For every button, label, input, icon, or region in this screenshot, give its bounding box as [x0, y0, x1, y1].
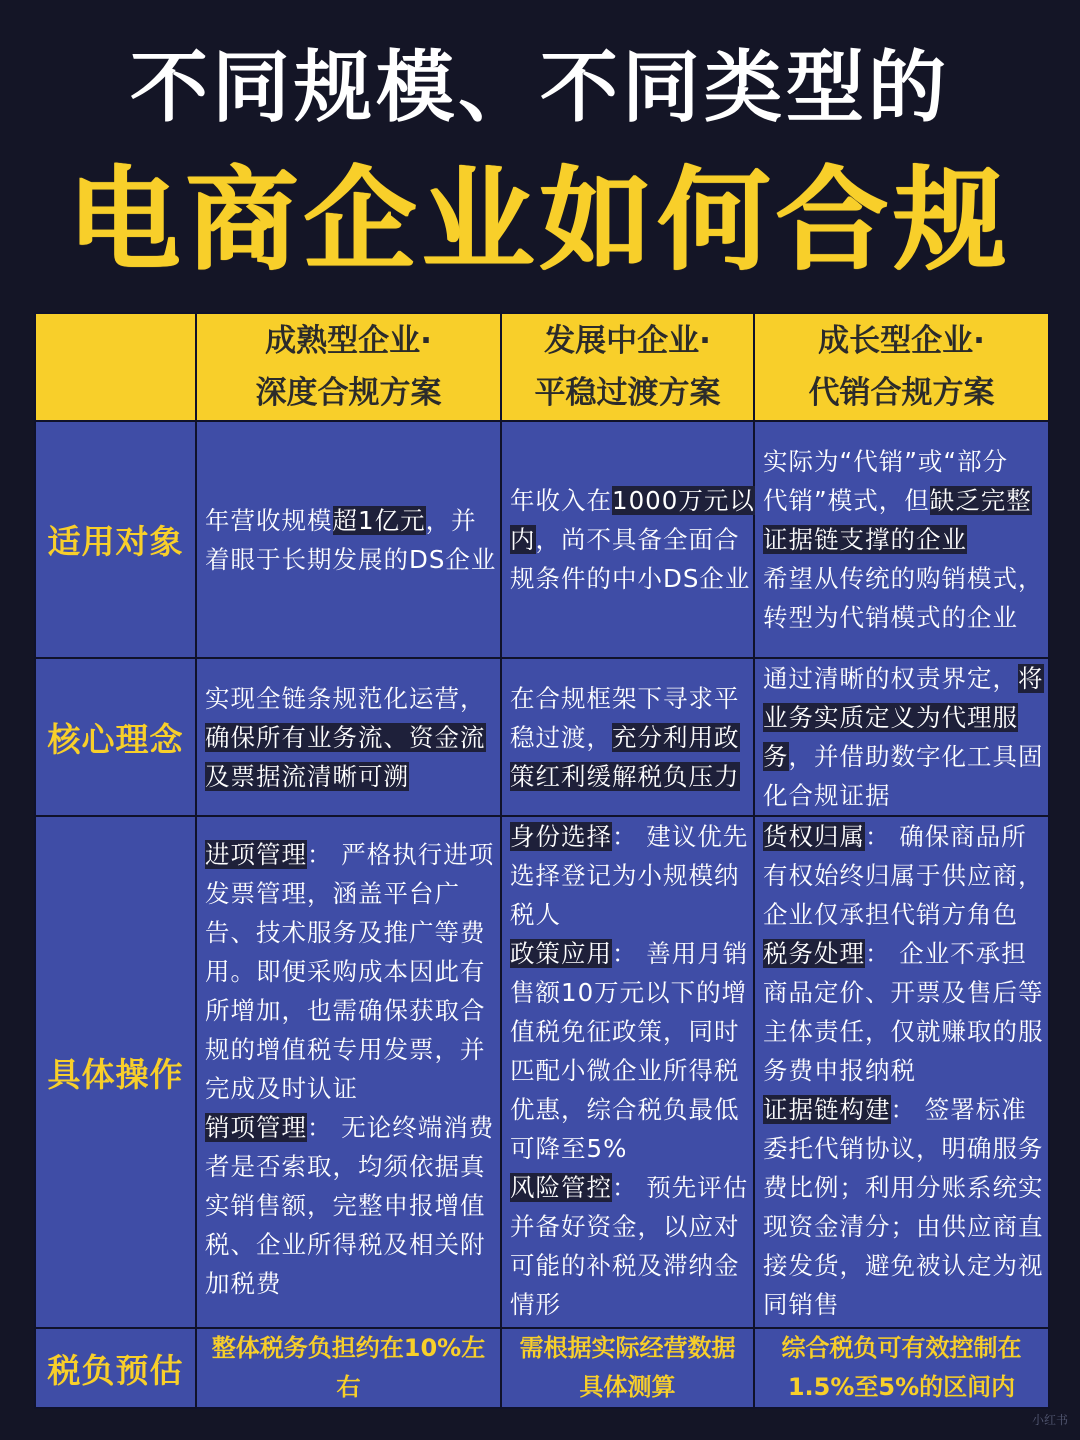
header-mature-line2: 深度合规方案 — [255, 375, 442, 411]
text-line — [205, 757, 494, 796]
highlight: 策红利缓解税负压力 — [510, 761, 740, 791]
text-line — [763, 1090, 1042, 1129]
text-line: 在合规框架下寻求平 — [510, 683, 740, 713]
header-developing-line1: 发展中企业· — [544, 323, 711, 359]
text-line: 具体测算 — [579, 1373, 676, 1401]
header-growth-line1: 成长型企业· — [818, 323, 985, 359]
title-line-1: 不同规模、不同类型的 — [129, 43, 950, 133]
text-line — [205, 835, 494, 874]
text-line — [763, 934, 1042, 973]
header-developing-line2: 平稳过渡方案 — [534, 375, 721, 411]
text-line: 用。即便采购成本因此有 — [205, 957, 486, 986]
text-line — [510, 817, 747, 856]
text-line: 有权始终归属于供应商， — [763, 861, 1044, 890]
target-developing — [501, 421, 754, 658]
keyword-label: 证据链构建 — [763, 1095, 891, 1124]
row-label-concept: 核心理念 — [35, 658, 196, 816]
text-line: 选择登记为小规模纳 — [510, 861, 740, 890]
text-line — [205, 1108, 494, 1147]
text-line — [510, 718, 747, 757]
watermark: 小红书 — [1031, 1413, 1068, 1427]
header-growth-line2: 代销合规方案 — [808, 375, 995, 411]
highlight: 将 — [1018, 664, 1044, 693]
keyword-label: 政策应用 — [510, 939, 612, 968]
target-growth — [754, 421, 1049, 658]
concept-developing — [501, 658, 754, 816]
text-line — [763, 520, 1042, 559]
text-line: 者是否索取，均须依据真 — [205, 1152, 486, 1181]
tax-growth — [754, 1328, 1049, 1408]
highlight: 超1亿元 — [332, 505, 426, 535]
highlight: 务 — [763, 742, 789, 771]
text-line: 综合税负可有效控制在 — [781, 1334, 1022, 1362]
text-line — [763, 737, 1042, 776]
text-line — [763, 481, 1042, 520]
text-line: 可降至5% — [510, 1134, 628, 1163]
header-developing — [501, 313, 754, 421]
text-line: 实际为“代销”或“部分 — [763, 447, 1009, 476]
text-run: ： 预先评估 — [612, 1173, 749, 1202]
keyword-label: 进项管理 — [205, 840, 307, 869]
highlight: 及票据流清晰可溯 — [205, 761, 409, 791]
text-run: 年收入在 — [510, 486, 612, 515]
text-line — [763, 698, 1042, 737]
text-line: 发票管理，涵盖平台广 — [205, 879, 460, 908]
text-run: ： 签署标准 — [890, 1095, 1027, 1124]
text-line: 情形 — [510, 1290, 561, 1319]
text-line — [510, 520, 747, 559]
text-line: 转型为代销模式的企业 — [763, 603, 1018, 632]
row-label-operations: 具体操作 — [35, 816, 196, 1328]
comparison-table — [34, 312, 1050, 1409]
header-corner — [35, 313, 196, 421]
operations-mature — [196, 816, 501, 1328]
text-line: 所增加，也需确保获取合 — [205, 996, 486, 1025]
text-run: ，并借助数字化工具固 — [788, 742, 1044, 771]
text-line: 税人 — [510, 900, 561, 929]
text-line: 税、企业所得税及相关附 — [205, 1230, 486, 1259]
text-run: ： 建议优先 — [612, 822, 749, 851]
text-line: 可能的补税及滞纳金 — [510, 1251, 740, 1280]
concept-growth — [754, 658, 1049, 816]
text-line: 商品定价、开票及售后等 — [763, 978, 1044, 1007]
text-line: 委托代销协议，明确服务 — [763, 1134, 1044, 1163]
text-line — [510, 934, 747, 973]
highlight: 业务实质定义为代理服 — [763, 703, 1018, 732]
text-line — [510, 481, 755, 520]
text-run: 年营收规模 — [205, 505, 333, 535]
text-run: 通过清晰的权责界定， — [763, 664, 1018, 693]
highlight: 充分利用政 — [612, 722, 740, 752]
text-line: 加税费 — [205, 1269, 282, 1298]
text-line: 现资金清分；由供应商直 — [763, 1212, 1044, 1241]
text-line: 同销售 — [763, 1290, 840, 1319]
text-line — [763, 659, 1042, 698]
text-line — [763, 817, 1042, 856]
keyword-label: 货权归属 — [763, 822, 865, 851]
text-line: 售额10万元以下的增 — [510, 978, 748, 1007]
text-line: 值税免征政策，同时 — [510, 1017, 740, 1046]
highlight: 证据链支撑的企业 — [763, 525, 967, 554]
text-line: 企业仅承担代销方角色 — [763, 900, 1018, 929]
text-run: 代销”模式，但 — [763, 486, 930, 515]
text-line: 优惠，综合税负最低 — [510, 1095, 740, 1124]
header-growth — [754, 313, 1049, 421]
keyword-label: 税务处理 — [763, 939, 865, 968]
row-label-tax: 税负预估 — [35, 1328, 196, 1408]
text-line: 实现全链条规范化运营， — [205, 683, 486, 713]
text-line: 费比例；利用分账系统实 — [763, 1173, 1044, 1202]
header-row — [35, 313, 1049, 421]
text-line: 接发货，避免被认定为视 — [763, 1251, 1044, 1280]
text-line — [205, 718, 494, 757]
text-run: ： 确保商品所 — [865, 822, 1027, 851]
row-concept — [35, 658, 1049, 816]
text-run: ： 善用月销 — [612, 939, 749, 968]
concept-mature — [196, 658, 501, 816]
highlight: 缺乏完整 — [929, 486, 1032, 515]
tax-developing — [501, 1328, 754, 1408]
header-mature — [196, 313, 501, 421]
text-line: 化合规证据 — [763, 781, 891, 810]
text-line: 务费申报纳税 — [763, 1056, 916, 1085]
text-line: 告、技术服务及推广等费 — [205, 918, 486, 947]
row-target — [35, 421, 1049, 658]
row-label-target: 适用对象 — [35, 421, 196, 658]
header-mature-line1: 成熟型企业· — [265, 323, 432, 359]
row-tax — [35, 1328, 1049, 1408]
highlight: 确保所有业务流、资金流 — [205, 722, 486, 752]
text-line: 规的增值税专用发票，并 — [205, 1035, 486, 1064]
text-line: 右 — [336, 1373, 361, 1401]
title-line-2: 电商企业如何合规 — [68, 156, 1012, 286]
text-line: 着眼于长期发展的DS企业 — [205, 544, 497, 574]
tax-mature — [196, 1328, 501, 1408]
text-line: 需根据实际经营数据 — [519, 1334, 736, 1362]
text-run: ： 严格执行进项 — [307, 840, 495, 869]
text-run: ： 企业不承担 — [865, 939, 1027, 968]
operations-developing — [501, 816, 754, 1328]
text-line: 实销售额，完整申报增值 — [205, 1191, 486, 1220]
text-run: ，并 — [425, 505, 477, 535]
text-line — [510, 757, 747, 796]
keyword-label: 风险管控 — [510, 1173, 612, 1202]
text-line: 1.5%至5%的区间内 — [787, 1373, 1016, 1401]
keyword-label: 销项管理 — [205, 1113, 307, 1142]
text-line: 完成及时认证 — [205, 1074, 358, 1103]
text-run: ，尚不具备全面合 — [535, 525, 740, 554]
text-line: 匹配小微企业所得税 — [510, 1056, 740, 1085]
row-operations — [35, 816, 1049, 1328]
text-line — [510, 1168, 747, 1207]
keyword-label: 身份选择 — [510, 822, 612, 851]
highlight: 1000万元以 — [612, 486, 755, 515]
text-line — [205, 501, 494, 540]
highlight: 内 — [510, 525, 536, 554]
text-line: 主体责任，仅就赚取的服 — [763, 1017, 1044, 1046]
text-run: ： 无论终端消费 — [307, 1113, 495, 1142]
operations-growth — [754, 816, 1049, 1328]
target-mature — [196, 421, 501, 658]
text-line: 规条件的中小DS企业 — [510, 564, 751, 593]
text-line: 整体税务负担约在10%左 — [211, 1334, 486, 1362]
text-run: 稳过渡， — [510, 722, 612, 752]
text-line: 并备好资金，以应对 — [510, 1212, 740, 1241]
text-line: 希望从传统的购销模式， — [763, 564, 1044, 593]
